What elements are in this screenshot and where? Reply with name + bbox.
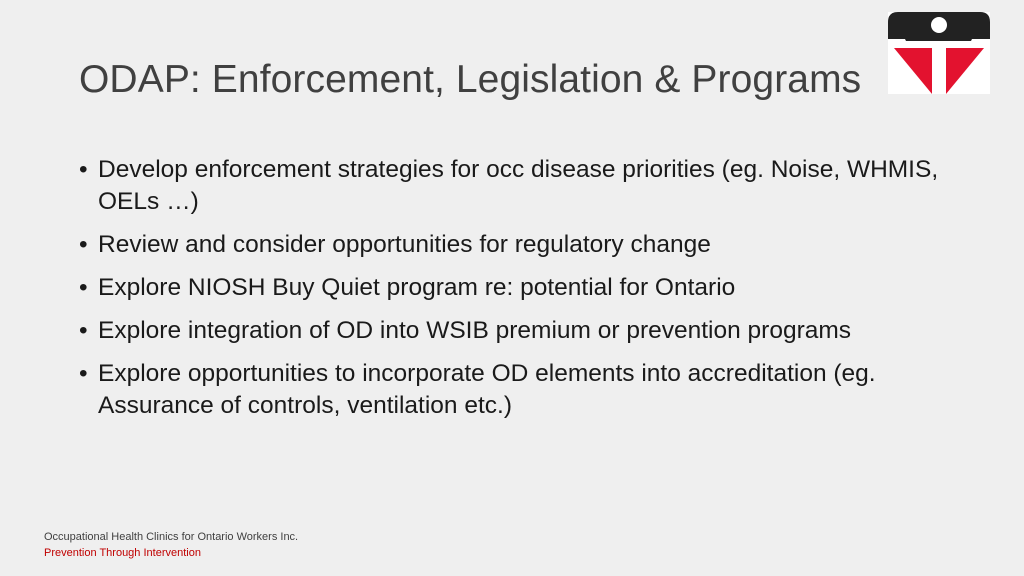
bullet-text: Explore opportunities to incorporate OD elements into accreditation (eg. Assurance of controls, ventilation etc.): [98, 360, 876, 419]
bullet-marker: •: [79, 317, 88, 344]
bullet-item: [79, 272, 959, 304]
slide-title: ODAP: Enforcement, Legislation & Programs: [79, 58, 862, 101]
bullet-marker: •: [79, 231, 88, 258]
bullet-item: [79, 358, 959, 422]
bullet-item: [79, 154, 959, 218]
bullet-marker: •: [79, 274, 88, 301]
bullet-marker: •: [79, 360, 88, 387]
bullet-text: Review and consider opportunities for regulatory change: [98, 231, 711, 258]
ohcow-logo-icon: [888, 12, 990, 94]
bullet-marker: •: [79, 156, 88, 183]
bullet-text: Explore integration of OD into WSIB premium or prevention programs: [98, 317, 852, 344]
bullet-text: Explore NIOSH Buy Quiet program re: potential for Ontario: [98, 274, 736, 301]
footer-organization: Occupational Health Clinics for Ontario Workers Inc.: [44, 531, 299, 543]
bullet-list: [79, 154, 959, 433]
bullet-text: Develop enforcement strategies for occ disease priorities (eg. Noise, WHMIS, OELs …): [98, 156, 939, 215]
footer: [44, 529, 298, 561]
bullet-item: [79, 229, 959, 261]
footer-tagline: Prevention Through Intervention: [44, 547, 201, 559]
bullet-item: [79, 315, 959, 347]
